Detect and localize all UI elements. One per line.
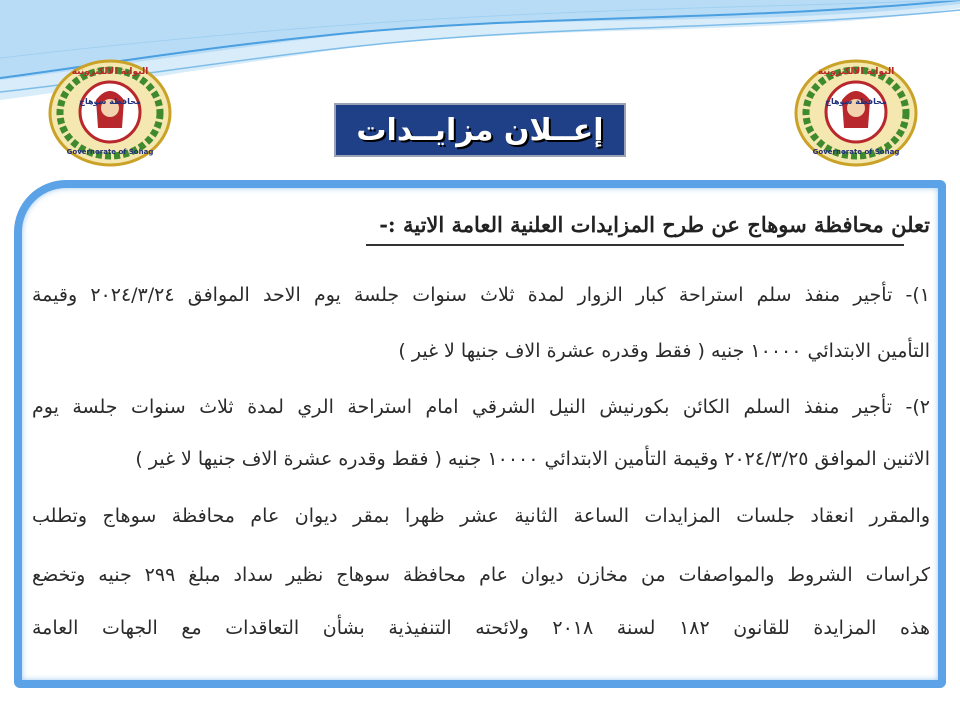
page-title: إعــلان مزايــدات xyxy=(356,112,604,148)
body-line-2: التأمين الابتدائي ١٠٠٠٠ جنيه ( فقط وقدره عشرة الاف جنيها لا غير ) xyxy=(398,340,930,362)
logo-name-text: محافظة سوهاج xyxy=(79,97,141,106)
logo-bottom-text: Governorate of Sohag xyxy=(66,148,154,156)
body-line-3: ٢)- تأجير منفذ السلم الكائن بكورنيش النيل الشرقي امام استراحة الري لمدة ثلاث سنوات جلسة يوم xyxy=(32,396,930,418)
governorate-logo-right xyxy=(794,58,918,168)
body-line-6: كراسات الشروط والمواصفات من مخازن ديوان عام محافظة سوهاج نظير سداد مبلغ ٢٩٩ جنيه وتخضع xyxy=(32,564,930,586)
logo-top-text: البوابة الالكترونية xyxy=(71,67,149,77)
body-line-1: ١)- تأجير منفذ سلم استراحة كبار الزوار لمدة ثلاث سنوات جلسة يوم الاحد الموافق ٢٠٢٤/٣/٢٤ وقيمة xyxy=(32,284,930,306)
announcement-heading: تعلن محافظة سوهاج عن طرح المزايدات العلنية العامة الاتية :- xyxy=(379,212,930,237)
body-line-4: الاثنين الموافق ٢٠٢٤/٣/٢٥ وقيمة التأمين الابتدائي ١٠٠٠٠ جنيه ( فقط وقدره عشرة الاف جنيها لا غير ) xyxy=(135,448,930,470)
announcement-title-banner xyxy=(334,103,626,157)
governorate-logo-left xyxy=(48,58,172,168)
logo-bottom-text: Governorate of Sohag xyxy=(812,148,900,156)
logo-top-text: البوابة الالكترونية xyxy=(817,67,895,77)
heading-underline xyxy=(366,244,904,246)
body-line-5: والمقرر انعقاد جلسات المزايدات الساعة الثانية عشر ظهرا بمقر ديوان عام محافظة سوهاج وتطلب xyxy=(32,505,930,527)
logo-name-text: محافظة سوهاج xyxy=(825,97,887,106)
body-line-7: هذه المزايدة للقانون ١٨٢ لسنة ٢٠١٨ ولائحته التنفيذية بشأن التعاقدات مع الجهات العامة xyxy=(32,617,930,639)
document-frame xyxy=(14,180,946,688)
